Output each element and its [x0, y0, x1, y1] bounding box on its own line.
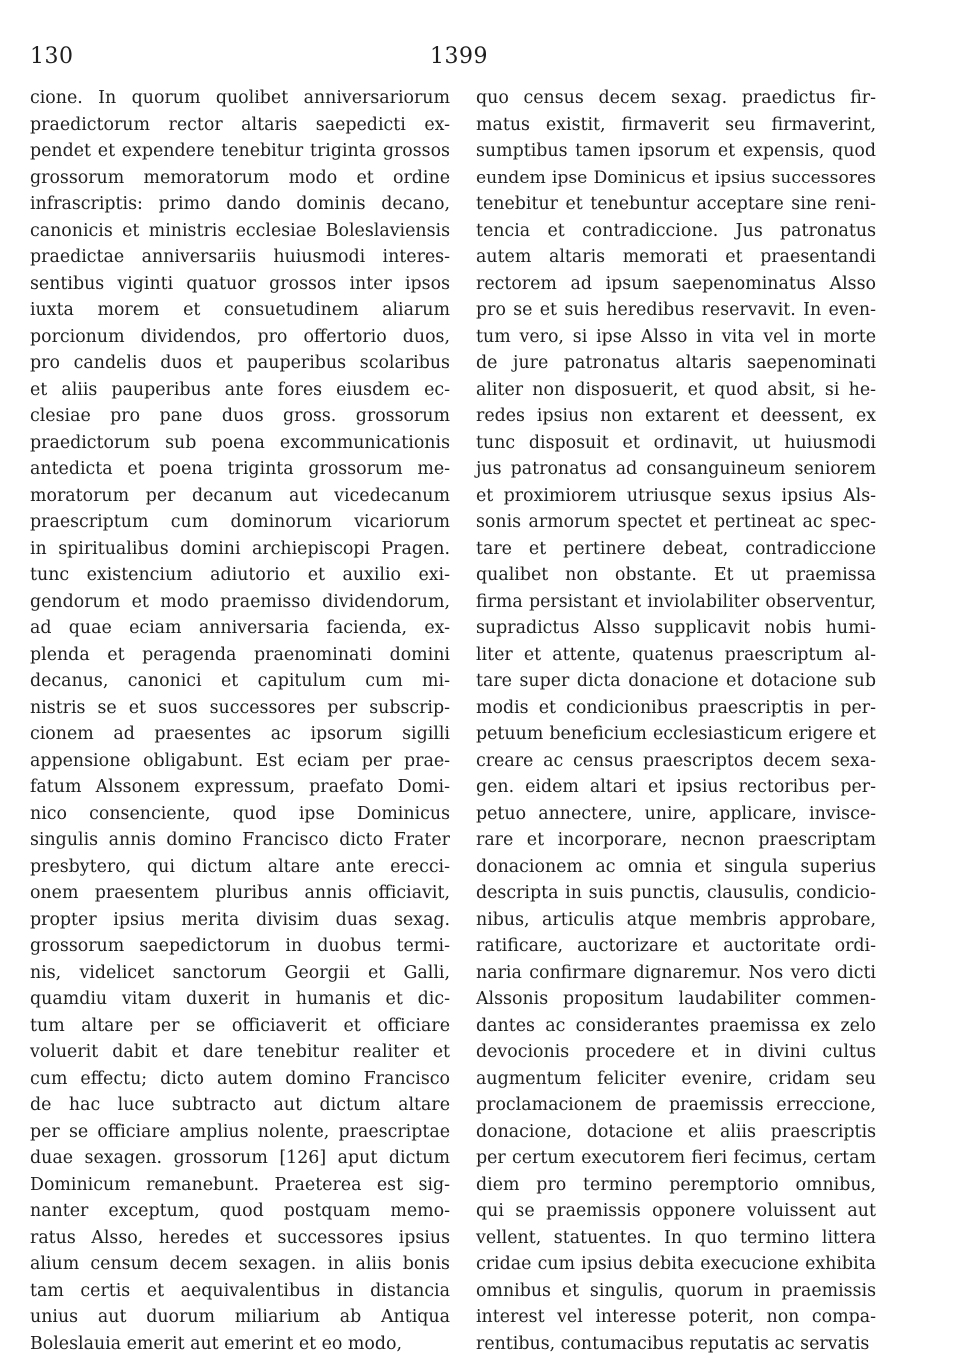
text-line: unius aut duorum miliarium ab Antiqua: [30, 1307, 450, 1327]
text-line: sumptibus tamen ipsorum et expensis, quod: [476, 141, 876, 161]
text-line: jus patronatus ad consanguineum seniorem: [476, 459, 876, 479]
text-line: diem pro termino peremptorio omnibus,: [476, 1174, 876, 1195]
text-line: quamdiu vitam duxerit in humanis et dic-: [30, 989, 450, 1009]
text-line: pendet et expendere tenebitur triginta grossos: [30, 141, 450, 161]
text-line: interest vel interesse poterit, non compa-: [476, 1307, 876, 1327]
text-line: devocionis procedere et in divini cultus: [476, 1042, 876, 1062]
text-line: rare et incorporare, necnon praescriptam: [476, 830, 876, 850]
text-line: appensione obligabunt. Est eciam per prae-: [30, 750, 450, 771]
text-line: fatum Alssonem expressum, praefato Domi-: [30, 777, 450, 797]
text-line: cum effectu; dicto autem domino Francisco: [30, 1068, 450, 1089]
text-line: infrascriptis: primo dando dominis decano,: [30, 194, 450, 214]
text-line: pro se et suis heredibus reservavit. In even-: [476, 300, 876, 320]
text-line: decanus, canonici et capitulum cum mi-: [30, 671, 450, 691]
text-line: dantes ac considerantes praemissa ex zelo: [476, 1015, 876, 1036]
text-line: nanter exceptum, quod postquam memo-: [30, 1201, 450, 1221]
text-line: grossorum saepedictorum in duobus termi-: [30, 936, 450, 956]
text-line: autem altaris memorati et praesentandi: [476, 247, 876, 267]
text-line: liter et attente, quatenus praescriptum al-: [476, 644, 876, 665]
text-line: alium censum decem sexagen. in aliis bonis: [30, 1254, 450, 1274]
text-line: tare et pertinere debeat, contradiccione: [476, 538, 876, 559]
left-text-column: [30, 85, 450, 1357]
text-line: propter ipsius merita divisim duas sexag.: [30, 909, 450, 930]
text-line: praescriptum cum dominorum vicariorum: [30, 512, 450, 532]
text-line: gen. eidem altari et ipsius rectoribus per-: [476, 777, 876, 797]
text-line: cionem ad praesentes ac ipsorum sigilli: [30, 724, 450, 744]
text-line: eundem ipse Dominicus et ipsius successores: [476, 167, 876, 188]
page-header-year: 1399: [430, 44, 488, 69]
text-line: clesiae pro pane duos gross. grossorum: [30, 406, 450, 426]
text-line: sonis armorum spectet et pertineat ac spec-: [476, 512, 876, 532]
text-line: antedicta et poena triginta grossorum me-: [30, 459, 450, 479]
text-line: praedictorum sub poena excommunicationis: [30, 432, 450, 453]
text-line: voluerit dabit et dare tenebitur realiter et: [30, 1042, 450, 1062]
text-line: Dominicum remanebunt. Praeterea est sig-: [30, 1174, 450, 1195]
text-line: ratificare, auctorizare et auctoritate ordi-: [476, 936, 876, 956]
text-line: petuo annectere, unire, applicare, invisce-: [476, 803, 876, 824]
text-line: tare super dicta donacione et dotacione sub: [476, 671, 876, 691]
text-line: donacionem ac omnia et singula superius: [476, 856, 876, 877]
text-line: grossorum memoratorum modo et ordine: [30, 167, 450, 188]
text-line: petuum beneficium ecclesiasticum erigere et: [476, 724, 876, 744]
text-line: creare ac census praescriptos decem sexa-: [476, 750, 876, 771]
text-line: praedictae anniversariis huiusmodi interes-: [30, 247, 450, 267]
right-text-column: [476, 85, 876, 1357]
text-line: naria confirmare dignaremur. Nos vero dicti: [476, 962, 876, 983]
text-line: singulis annis domino Francisco dicto Frater: [30, 830, 450, 850]
text-line: ad quae eciam anniversaria facienda, ex-: [30, 618, 450, 638]
text-line: onem praesentem pluribus annis officiavit,: [30, 883, 450, 903]
text-line: porcionum dividendos, pro offertorio duos,: [30, 326, 450, 347]
text-line: presbytero, qui dictum altare ante erecci-: [30, 856, 450, 877]
text-line: duae sexagen. grossorum [126] aput dictum: [30, 1148, 450, 1168]
text-line: supradictus Alsso supplicavit nobis humi-: [476, 618, 876, 638]
text-line: et proximiorem utriusque sexus ipsius Als-: [476, 485, 876, 506]
text-line: rentibus, contumacibus reputatis ac servatis: [476, 1333, 870, 1354]
text-line: tunc existencium adiutorio et auxilio exi-: [30, 565, 450, 585]
text-line: descripta in suis punctis, clausulis, condicio-: [476, 883, 876, 903]
text-line: tenebitur et tenebuntur acceptare sine reni-: [476, 194, 876, 214]
text-line: nico consenciente, quod ipse Dominicus: [30, 803, 450, 824]
text-line: et aliis pauperibus ante fores eiusdem ec-: [30, 379, 450, 400]
text-line: tencia et contradiccione. Jus patronatus: [476, 220, 876, 241]
text-line: canonicis et ministris ecclesiae Boleslaviensis: [30, 220, 450, 241]
text-line: aliter non disposuerit, et quod absit, si he-: [476, 379, 876, 400]
text-line: iuxta morem et consuetudinem aliarum: [30, 300, 450, 320]
text-line: tum vero, si ipse Alsso in vita vel in morte: [476, 326, 876, 347]
text-line: nibus, articulis atque membris approbare,: [476, 909, 876, 930]
text-line: tam certis et aequivalentibus in distancia: [30, 1280, 450, 1301]
text-line: rectorem ad ipsum saepenominatus Alsso: [476, 273, 876, 294]
text-line: nis, videlicet sanctorum Georgii et Galli,: [30, 962, 450, 983]
text-line: de jure patronatus altaris saepenominati: [476, 353, 876, 373]
text-line: omnibus et singulis, quorum in praemissis: [476, 1280, 876, 1301]
text-line: tum altare per se officiaverit et officiare: [30, 1015, 450, 1036]
text-line: cridae cum ipsius debita execucione exhibita: [476, 1254, 876, 1274]
text-line: augmentum feliciter evenire, cridam seu: [476, 1068, 876, 1089]
text-line: in spiritualibus domini archiepiscopi Pragen.: [30, 538, 450, 559]
text-line: Alssonis propositum laudabiliter commen-: [476, 989, 876, 1009]
text-line: redes ipsius non extarent et deessent, ex: [476, 406, 876, 426]
text-line: proclamacionem de praemissis erreccione,: [476, 1095, 876, 1115]
text-line: plenda et peragenda praenominati domini: [30, 644, 450, 665]
text-line: matus existit, firmaverit seu firmaverint,: [476, 114, 876, 135]
text-line: qui se praemissis opponere voluissent aut: [476, 1201, 876, 1221]
text-line: nistris se et suos successores per subscrip-: [30, 697, 450, 718]
text-line: moratorum per decanum aut vicedecanum: [30, 485, 450, 506]
text-line: firma persistant et inviolabiliter observentur,: [476, 591, 876, 612]
text-line: qualibet non obstante. Et ut praemissa: [476, 565, 876, 585]
text-line: per certum executorem fieri fecimus, certam: [476, 1148, 876, 1168]
text-line: Boleslauia emerit aut emerint et eo modo,: [30, 1333, 403, 1354]
text-line: tunc disposuit et ordinavit, ut huiusmodi: [476, 432, 876, 453]
text-line: modis et condicionibus praescriptis in per-: [476, 697, 876, 718]
text-line: de hac luce subtracto aut dictum altare: [30, 1095, 450, 1115]
text-line: pro candelis duos et pauperibus scolaribus: [30, 353, 450, 373]
page-number: 130: [30, 44, 74, 69]
text-line: quo census decem sexag. praedictus fir-: [476, 88, 876, 108]
text-line: praedictorum rector altaris saepedicti ex-: [30, 114, 450, 135]
text-line: cione. In quorum quolibet anniversariorum: [30, 88, 450, 108]
text-line: gendorum et modo praemisso dividendorum,: [30, 591, 450, 612]
text-line: per se officiare amplius nolente, praescriptae: [30, 1121, 450, 1142]
text-line: vellent, statuentes. In quo termino littera: [476, 1227, 876, 1248]
text-line: donacione, dotacione et aliis praescriptis: [476, 1121, 876, 1142]
text-line: sentibus viginti quatuor grossos inter ipsos: [30, 273, 450, 294]
text-line: ratus Alsso, heredes et successores ipsius: [30, 1227, 450, 1248]
